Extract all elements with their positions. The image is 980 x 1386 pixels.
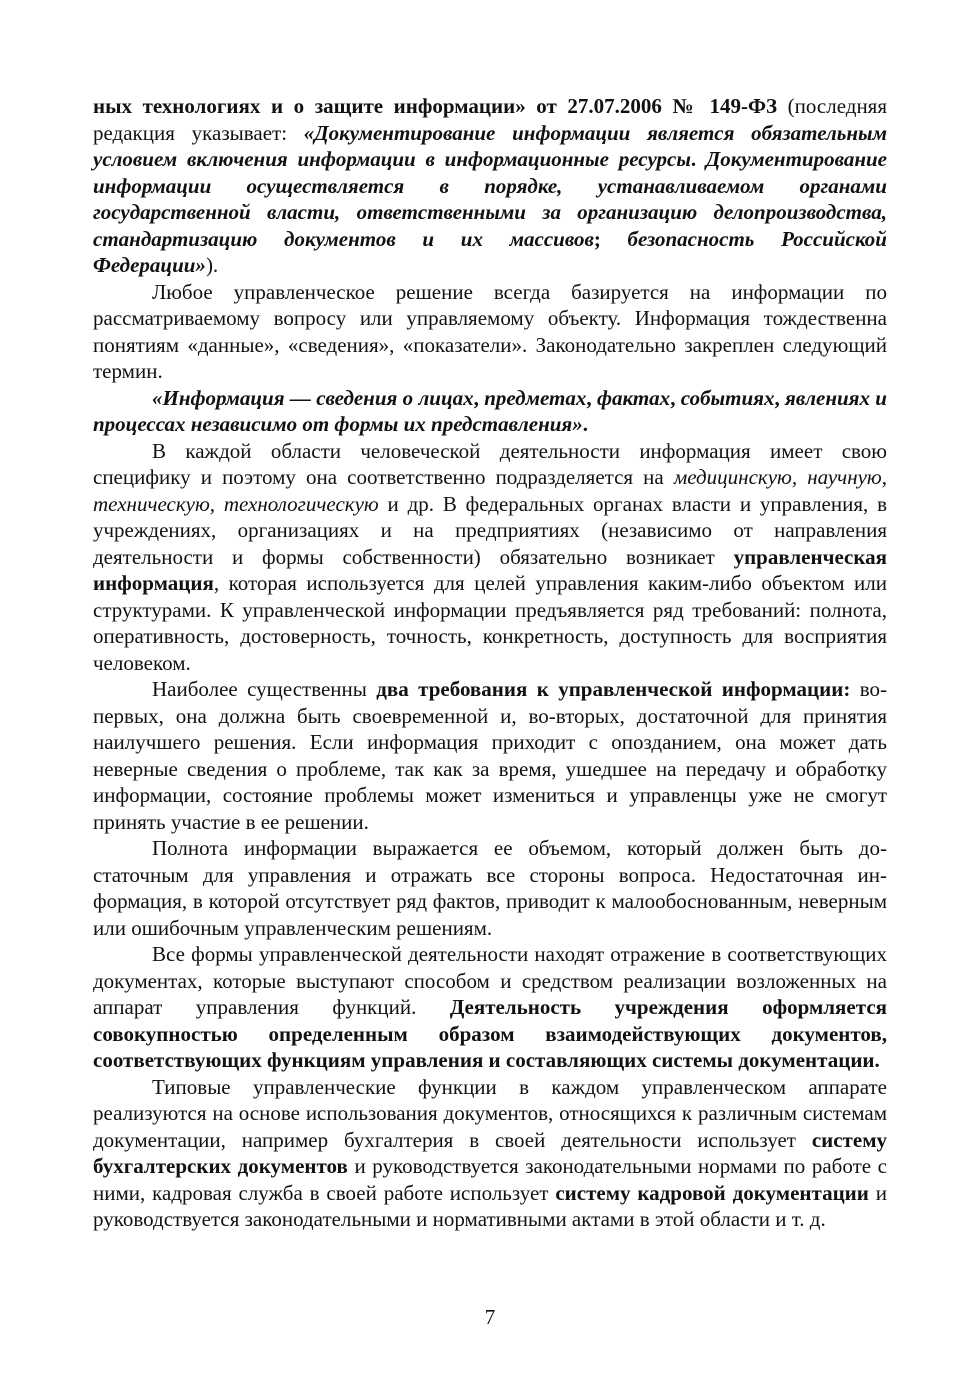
paragraph-law-reference — [93, 93, 887, 279]
definition-text: событиях — [680, 385, 775, 410]
definition-text: предметах — [484, 385, 587, 410]
text-run: ). — [205, 253, 219, 277]
bold-term: управленческая информация — [93, 544, 887, 595]
italic-term: техническую, технологическую — [93, 491, 379, 516]
text-run: Типовые управленческие функции в каждом управленческом аппарате реализуются на основе использования документов, относящихся к различным системам документации, например бухгалтерия в своей деятельности использует — [93, 1074, 887, 1152]
text-run: и др. В федеральных органах власти и управления, в учреждениях, организациях и на предприятиях (независимо от направления деятельности и формы собственности) обязательно возникает — [93, 491, 887, 569]
text-run: , — [473, 385, 485, 410]
italic-term: медицинскую, научную — [673, 465, 882, 489]
document-page — [93, 93, 887, 1233]
bold-term: систему бухгалтерских документов — [93, 1127, 887, 1178]
paragraph-completeness — [93, 835, 887, 941]
definition-text: «Информация — сведения о лицах — [152, 385, 474, 410]
text-run: , — [881, 465, 887, 489]
text-run: Все формы управленческой деятельности находят отражение в соответствующих документах, которые выступают способом и средством реализации возложенных на аппарат управления функций. — [93, 942, 887, 1019]
text-run: (последняя редакция указывает: — [93, 94, 888, 145]
text-run: В каждой области человеческой деятельности информация имеет свою специфику и поэтому она соответственно подразделяется на — [93, 438, 887, 489]
law-title-text: ных технологиях и о защите информации» от 27.07.2006 № 149-ФЗ — [93, 94, 778, 118]
text-run: во-первых, она должна быть своевременной и, во-вторых, достаточной для принятия наилучшего решения. Если информация приходит с опозданием, она может дать неверные сведения о проблеме, так как за время, ушедшее на передачу и обработку информации, состояние проблемы может измениться и управленцы уже не смогут принять участие в ее решении. — [93, 677, 887, 834]
text-run: , — [670, 385, 681, 410]
text-run: Любое управленческое решение всегда базируется на информации по рассматриваемому вопросу или управляемому объекту. Информация тождественна понятиям «данные», «сведения», «показатели». Законодательно закреплен следующий термин. — [93, 279, 887, 383]
law-quote-text: «Документирование информации является обязательным условием включения информации в информационные ресурсы — [93, 120, 887, 171]
law-quote-text: безопасность Российской Федерации» — [93, 226, 887, 277]
paragraph-decision-basis — [93, 279, 887, 385]
text-run: Полнота информации выражается ее объемом, который должен быть достаточным для управления и отражать все стороны вопроса. Недостаточная информация, в которой отсутствует ряд фактов, приводит к малообоснованным, неверным или ошибочным управленческим решениям. — [93, 836, 887, 940]
text-run: Наиболее существенны — [152, 677, 377, 701]
text-run: и руководствуется законодательными нормами по работе с ними, кадровая служба в своей работе использует — [93, 1154, 887, 1205]
bold-term: систему кадровой документации — [555, 1180, 869, 1205]
paragraph-typical-functions — [93, 1074, 887, 1233]
text-run: . — [690, 147, 706, 171]
paragraph-information-types — [93, 438, 887, 677]
page-number: 7 — [484, 1305, 496, 1329]
paragraph-two-requirements — [93, 676, 887, 835]
law-quote-text: Документирование информации осуществляется в порядке, устанавливаемом органами государственной власти, ответственными за организацию делопроизводства, стандартизацию документов и их массивов — [93, 147, 887, 251]
text-run: . — [582, 412, 588, 436]
paragraph-information-definition — [93, 385, 887, 438]
bold-statement: Деятельность учреждения оформляется совокупностью определенным образом взаимодействующих документов, соответствующих функциям управления и составляющих системы документации. — [93, 995, 887, 1072]
text-run: , которая используется для целей управления каким-либо объектом или структурами. К управленческой информации предъявляется ряд требований: полнота, оперативность, достоверность, точность, конкретность, доступность для восприятия человеком. — [93, 571, 887, 675]
text-run: и руководствуется законодательными и нормативными актами в этой области и т. д. — [93, 1180, 887, 1231]
definition-text: фактах — [596, 385, 671, 410]
definition-text: явлениях и процессах независимо от формы их представления» — [93, 385, 887, 436]
text-run: ; — [593, 226, 628, 251]
paragraph-documentation-systems — [93, 941, 887, 1074]
text-run: , — [586, 385, 597, 410]
bold-term: два требования к управленческой информации: — [376, 677, 851, 701]
text-run: , — [774, 385, 786, 410]
